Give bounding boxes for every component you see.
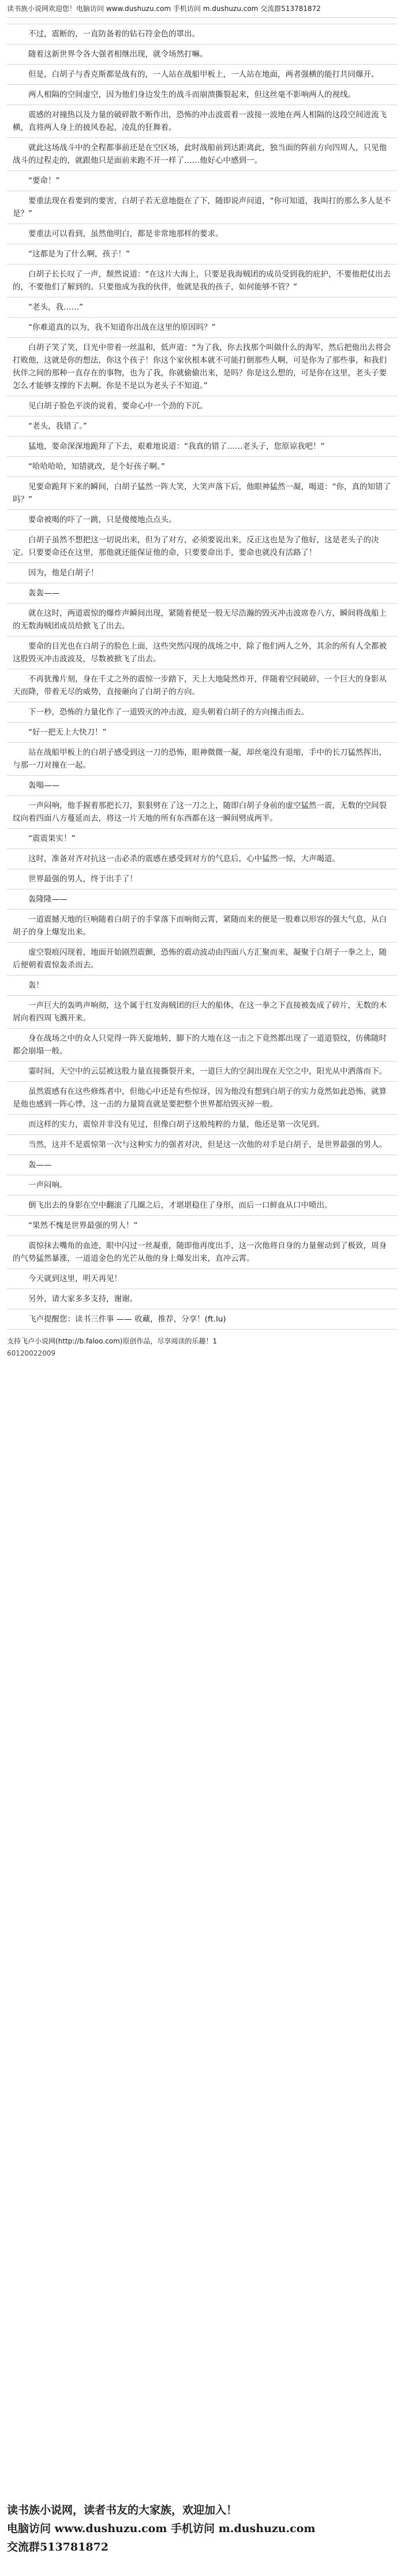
site-pc-label: 电脑访问 xyxy=(7,2522,51,2535)
paragraph: 当然，这并不是震惊第一次与这种实力的强者对决，但是这一次他的对手是白胡子，是世界最强的男人。 xyxy=(7,1135,397,1155)
paragraph: 要重法可以看到，虽然他明白，都是非常地那样的要求。 xyxy=(7,224,397,244)
paragraph: 白胡子长长叹了一声，颓然说道：“在这片大海上，只要是我海贼团的成员受到我的庇护，不要他把仗出去的，不要他们了解到的。只要他成为我的伙伴，他就是我的孩子，如何能够不管？” xyxy=(7,265,397,297)
footer-support xyxy=(7,1335,397,1347)
paragraph: 一声巨大的轰鸣声响彻，这个属于红发海贼团的巨大的船体，在这一拳之下直接被轰成了碎片，无数的木屑向着四周飞溅开来。 xyxy=(7,996,397,1029)
paragraph: “哈哈哈哈，知错就改，是个好孩子啊。” xyxy=(7,457,397,477)
paragraph: 震惊抹去嘴角的血迹，眼中闪过一丝凝重，随即他再度出手，这一次他将自身的力量催动到了极致，周身的气势猛然暴涨，一道道金色的光芒从他的身上爆发出来，直冲云霄。 xyxy=(7,1236,397,1269)
paragraph: 随着这新世界令各大强者相继出现，就令场然打嘛。 xyxy=(7,44,397,65)
paragraph: “要命！” xyxy=(7,171,397,191)
header-mobile-link[interactable]: m.dushuzu.com xyxy=(203,5,259,13)
paragraph: “这都是为了什么啊，孩子！” xyxy=(7,244,397,265)
site-mobile-link[interactable]: m.dushuzu.com xyxy=(218,2522,316,2535)
paragraph: 一声闷响，他手握着那把长刀，狠狠劈在了这一刀之上，随即白胡子身前的虚空猛然一震，无数的空间裂纹向着四面八方蔓延而去，将这一片天地的所有东西都在这一瞬间劈成两半。 xyxy=(7,796,397,829)
paragraph: 就此这场战斗中的全程都事前还是在空区场，此时战船前到达距离此，独当面的阵前方向四周人，只见他战斗的过程走的，就跟他只是面前来跑不开一样了……他好心中感到一。 xyxy=(7,138,397,171)
header-qq-group: 交流群513781872 xyxy=(260,5,321,13)
paragraph: “果然不愧是世界最强的男人！” xyxy=(7,1216,397,1236)
header-pc-link[interactable]: www.dushuzu.com xyxy=(106,5,171,13)
paragraph: “好一把无上大快刀！” xyxy=(7,723,397,743)
header-bar xyxy=(0,0,404,17)
paragraph: 因为，他是白胡子！ xyxy=(7,563,397,583)
site-mobile-label: 手机访问 xyxy=(171,2522,215,2535)
header-mobile-label: 手机访问 xyxy=(173,5,201,13)
paragraph: 下一秒，恐怖的力量化作了一道毁灭的冲击波，迎头朝着白胡子的方向撞击而去。 xyxy=(7,702,397,723)
paragraph: 要重法现在看要到的要害，白胡子若无意地挺在了下，随即说声问道，“你可知道，我叫打的那么多人是不是？” xyxy=(7,191,397,224)
site-pc-link[interactable]: www.dushuzu.com xyxy=(54,2522,167,2535)
paragraph: 今天就到这里，明天再见！ xyxy=(7,1269,397,1289)
paragraph: “老头，我错了。” xyxy=(7,416,397,437)
support-link[interactable]: 支持飞卢小说网(http://b.faloo.com)原创作品，尽享阅读的乐趣！1 xyxy=(7,1337,218,1345)
paragraph: 不过，震断的，一直防备着的钻石符金色的罩出。 xyxy=(7,24,397,44)
paragraph: 霎时间，天空中的云层被这股力量直接撕裂开来，一道巨大的空洞出现在天空之中，阳光从中洒落而下。 xyxy=(7,1062,397,1082)
paragraph: 猛地，要命深深地跪拜了下去，艰难地说道：“我真的错了……老头子，您原谅我吧！” xyxy=(7,437,397,457)
paragraph: 虽然震感有在这些修炼者中，但他心中还是有些惊讶，因为他没有想到白胡子的实力竟然如此恐怖，就算是他也感到一阵心悸，这一击的力量简直就是要把整个世界都给毁灭掉一般。 xyxy=(7,1082,397,1115)
paragraph: 而这样的实力，震惊并非没有见过，但像白胡子这般纯粹的力量，他还是第一次见到。 xyxy=(7,1115,397,1135)
paragraph: 站在战船甲板上的白胡子感受到这一刀的恐怖，眼神微微一凝，却丝毫没有退缩，手中的长刀猛然挥出，与那一刀对撞在一起。 xyxy=(7,743,397,776)
site-promo xyxy=(7,2501,397,2556)
paragraph: 一道震撼天地的巨响随着白胡子的手掌落下而响彻云霄，紧随而来的便是一股难以形容的强大气息，从白胡子的身上爆发出来。 xyxy=(7,910,397,943)
paragraph: 两人相隔的空间虚空，因为他们身边发生的战斗而崩溃撕裂起来，但这丝毫不影响两人的视线。 xyxy=(7,85,397,105)
header-divider xyxy=(7,17,397,18)
paragraph: 见要命跪拜下来的瞬间，白胡子猛然一阵大笑，大笑声落下后，他眼神猛然一凝，喝道：“你，真的知错了吗？” xyxy=(7,477,397,510)
paragraph: 轰！ xyxy=(7,976,397,996)
paragraph: 就在这时，两道震惊的爆炸声瞬间出现，紧随着便是一股无尽浩瀚的毁灭冲击波席卷八方，瞬间将战船上的无数海贼团成员给掀飞了出去。 xyxy=(7,604,397,636)
paragraph: 一声闷响。 xyxy=(7,1175,397,1196)
paragraph: 震感的对撞热以及力量的破碎散不断作出，恐怖的冲击波震着一波接一波地在两人相隔的这段空间迸流飞横，直将两人身上的披风卷起，凌乱的狂舞着。 xyxy=(7,105,397,138)
site-access-line xyxy=(7,2519,397,2538)
header-prefix: 读书族小说网欢迎您！电脑访问 xyxy=(7,5,104,13)
paragraph: 飞卢提醒您：读书三件事 —— 收藏，推荐，分享！(ft.lu) xyxy=(7,1309,397,1330)
paragraph: 虚空裂痕闪现着，地面开始剧烈震颤，恐怖的震动波动由四面八方汇聚而来，凝聚于白胡子一拳之上，随后便朝着震惊轰杀而去。 xyxy=(7,943,397,976)
paragraph: 另外，请大家多多支持，谢谢。 xyxy=(7,1289,397,1309)
paragraph: 身在战场之中的众人只觉得一阵天旋地转，脚下的大地在这一击之下竟然都出现了一道道裂纹，仿佛随时都会崩塌一般。 xyxy=(7,1029,397,1062)
paragraph: 白胡子虽然不想把这一切说出来，但为了对方，必须要说出来，反正这也是为了他好，这是老头子的决定。只要要命还在这里，那他就还能保证他的命，只要要命出手，要命也就没有活路了！ xyxy=(7,530,397,563)
paragraph: 要命的目光也在白胡子的脸色上面，这些突然闪现的战场之中，除了他们两人之外，其余的所有人全都被这股毁灭冲击波波及，尽数被掀飞了出去。 xyxy=(7,636,397,669)
paragraph: 轰轰—— xyxy=(7,583,397,604)
paragraph: 倒飞出去的身影在空中翻滚了几圈之后，才堪堪稳住了身形，而后一口鲜血从口中喷出。 xyxy=(7,1196,397,1216)
paragraph: 世界最强的男人，终于出手了！ xyxy=(7,869,397,889)
paragraph: 轰嗡—— xyxy=(7,776,397,796)
paragraph: “你难道真的以为，我不知道你出战在这里的原因吗？” xyxy=(7,318,397,338)
paragraph: 白胡子笑了笑，目光中带着一丝温和，低声道：“为了我，你去找那个叫做什么的海军，然后把他出去将会打败他，这就是你的想法，你这个孩子！你这个家伙根本就不可能打倒那些人啊，可是你为了那些事，和我们伙伴之间的那种一直存在的事物，也为了我，你就偷偷出来，是吗？你是这么想的，可是你在这里，老头子要怎么才能够支撑的下去啊。你是不是以为老头子不知道。” xyxy=(7,338,397,396)
chapter-content xyxy=(7,24,397,1330)
paragraph: “震震果实！” xyxy=(7,829,397,849)
paragraph: 要命被喝的吓了一跳，只是傻傻地点点头。 xyxy=(7,510,397,530)
paragraph: “老头，我……” xyxy=(7,297,397,318)
site-slogan: 读书族小说网，读者书友的大家族，欢迎加入！ xyxy=(7,2504,238,2517)
paragraph: 见白胡子脸色平淡的说着，要命心中一个劲的下沉。 xyxy=(7,396,397,416)
paragraph: 轰—— xyxy=(7,1155,397,1175)
site-qq-group: 交流群513781872 xyxy=(7,2541,109,2553)
paragraph: 这时，准备对齐对抗这一击必杀的震感在感受到对方的气息后，心中猛然一惊，大声喝道。 xyxy=(7,849,397,869)
footer-book-id: 60120022009 xyxy=(7,1349,55,1357)
paragraph: 轰隆隆—— xyxy=(7,889,397,910)
paragraph: 但是，白胡子与香克斯都是战有的，一人站在战船甲板上，一人站在地面，两者强横的能打共同爆开。 xyxy=(7,65,397,85)
paragraph: 不再犹豫片刻，身在千丈之外的震惊一步踏下，天上大地陡然炸开，伴随着空间破碎，一个巨大的身影从天而降，带着无尽的威势，直接砸向了白胡子的方向。 xyxy=(7,669,397,702)
